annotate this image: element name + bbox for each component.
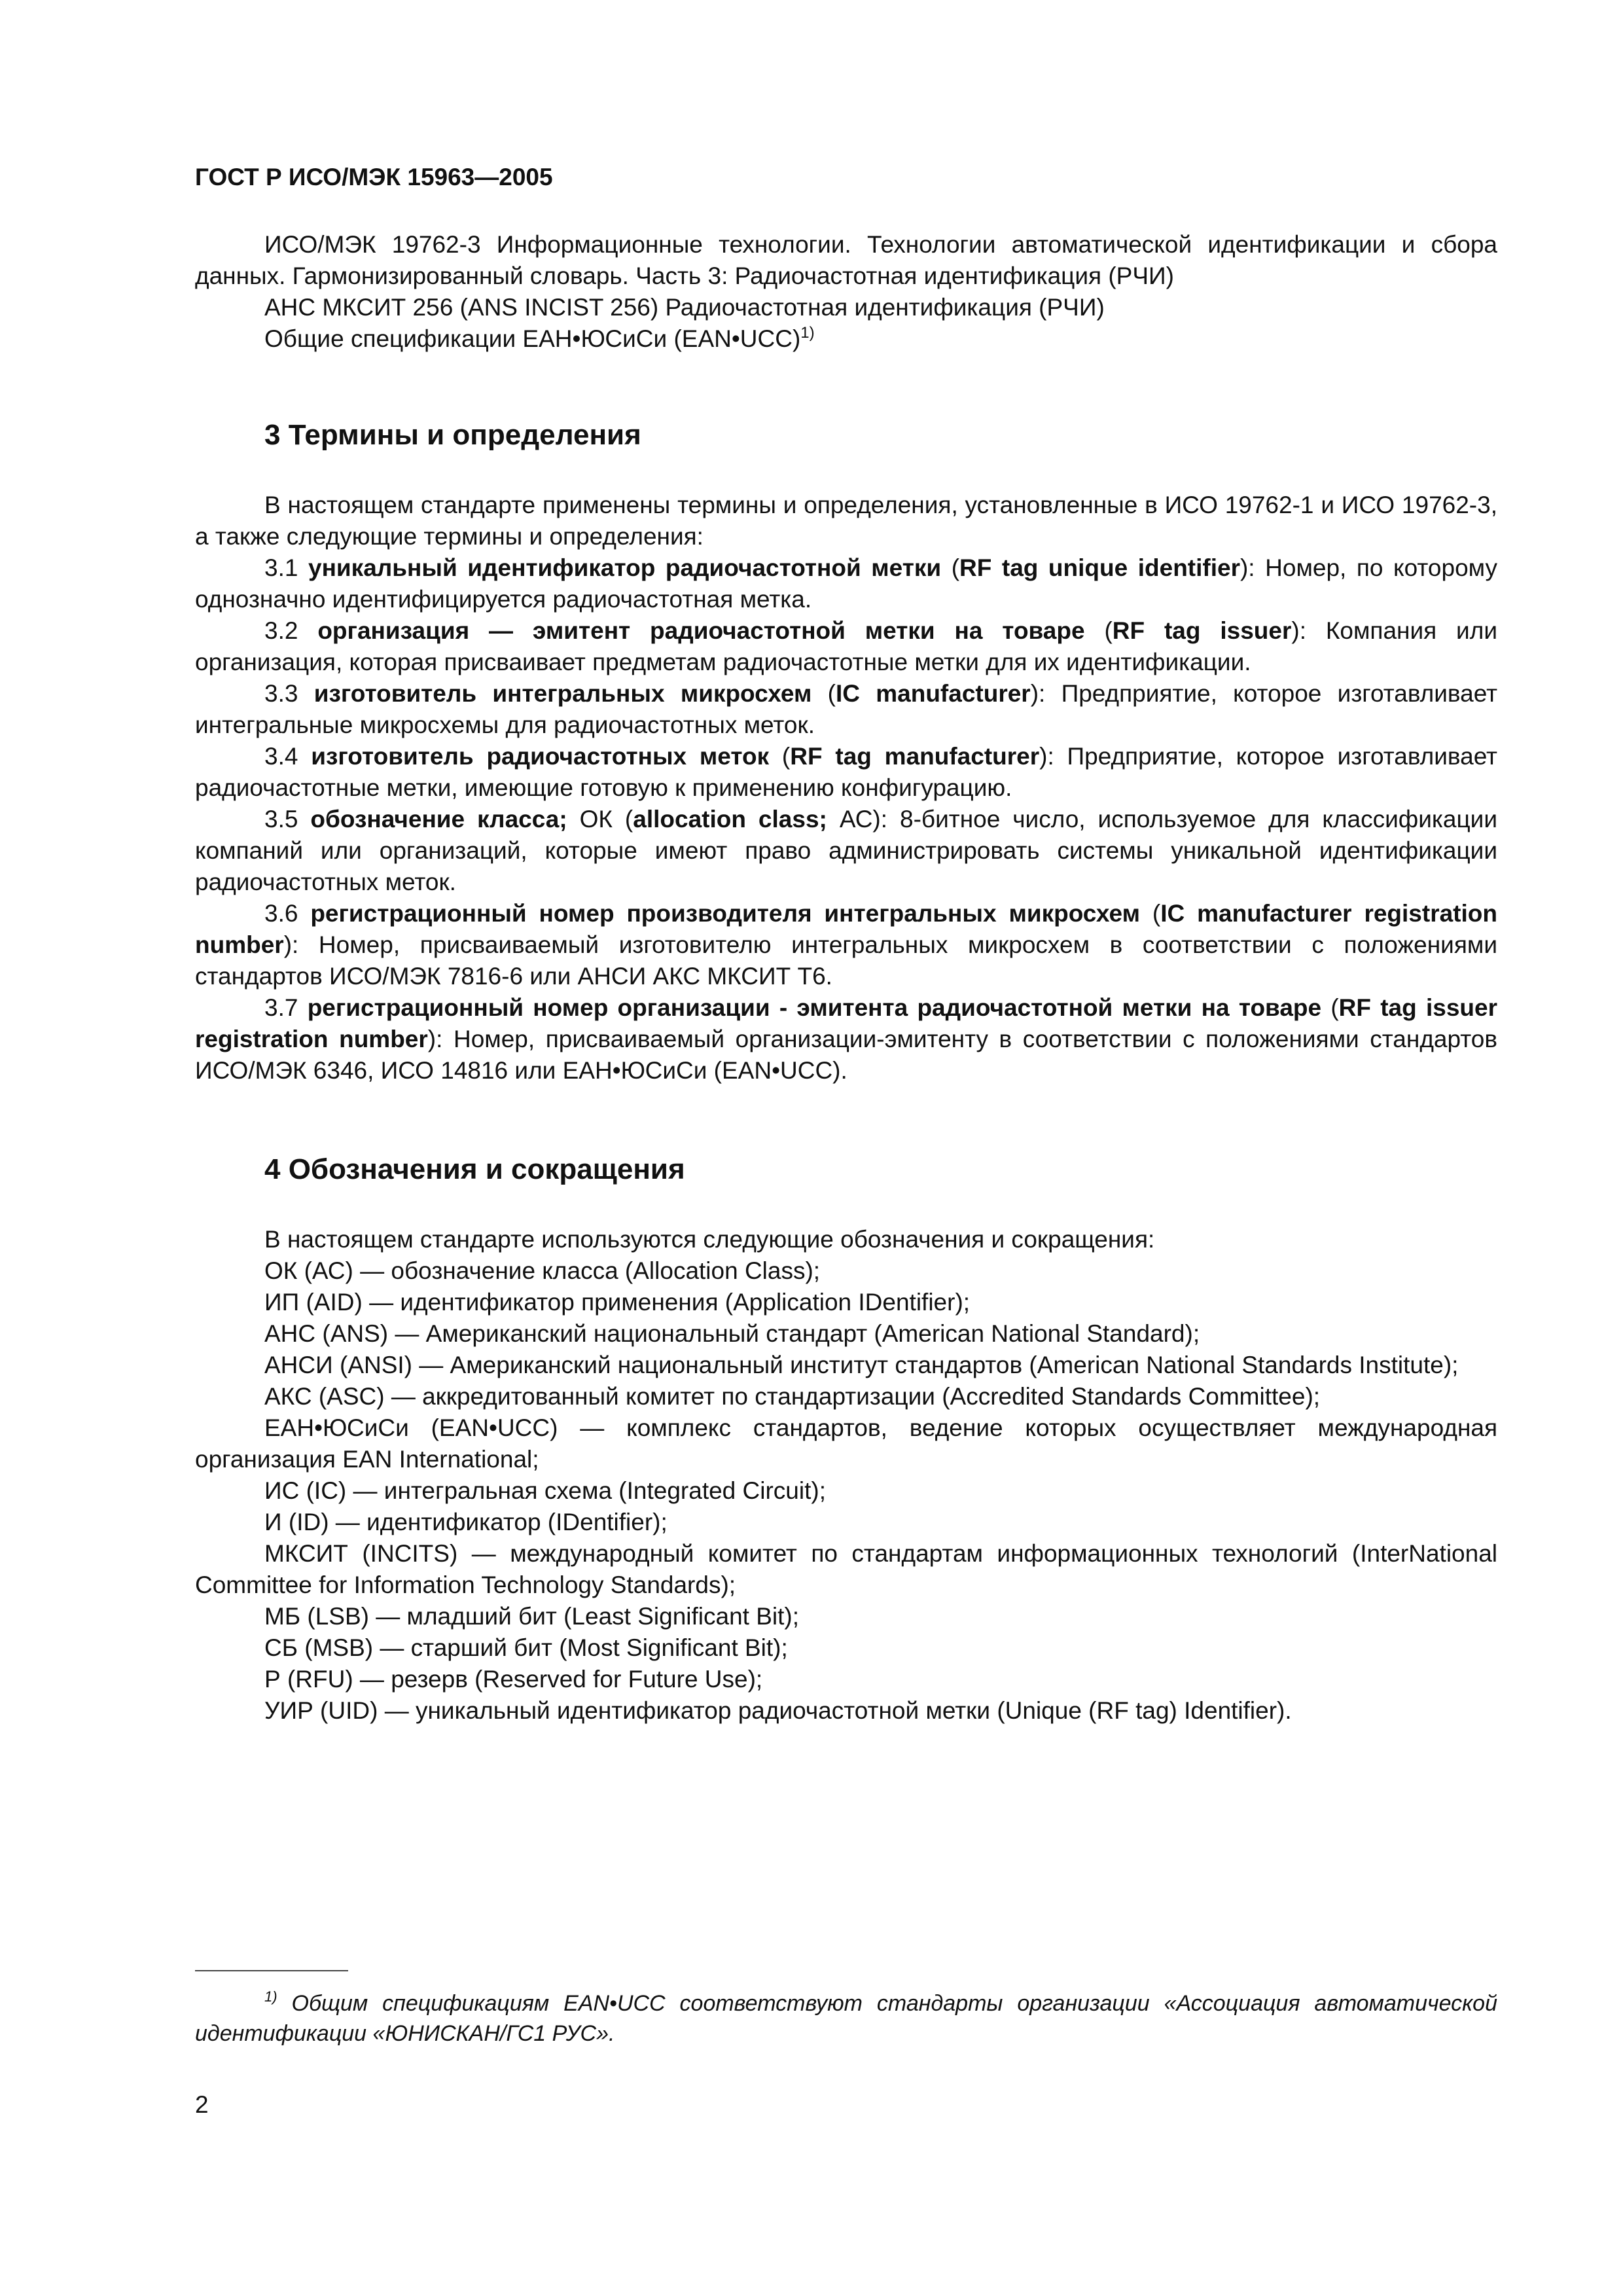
abbreviation-item: СБ (MSB) — старший бит (Most Significant Bit);	[264, 1634, 788, 1661]
term-name: регистрационный номер организации - эмитента радиочастотной метки на товаре	[307, 994, 1322, 1021]
abbreviation-item: ОК (АС) — обозначение класса (Allocation Class);	[264, 1257, 821, 1284]
reference-item: АНС МКСИТ 256 (ANS INCIST 256) Радиочастотная идентификация (РЧИ)	[264, 294, 1105, 321]
term-name: уникальный идентификатор радиочастотной метки	[308, 554, 942, 581]
term-english: IC manufacturer registration number	[195, 900, 1497, 958]
abbreviation-item: АНСИ (ANSI) — Американский национальный институт стандартов (American National Standards Institute);	[264, 1352, 1459, 1378]
footnote-text: Общим спецификациям EAN•UCC соответствуют стандарты организации «Ассоциация автоматической идентификации «ЮНИСКАН/ГС1 РУС».	[195, 1991, 1497, 2046]
term-english: RF tag unique identifier	[959, 554, 1240, 581]
reference-item: Общие спецификации ЕАН•ЮСиСи (EAN•UCC)$^{1)}$	[264, 324, 815, 352]
section-3-heading	[195, 419, 641, 452]
term-definition: 3.2 организация — эмитент радиочастотной метки на товаре (RF tag issuer): Компания или организация, которая присваивает предметам радиочастотные метки для их идентификации.	[195, 617, 1497, 675]
footnote-mark: 1)	[264, 1988, 277, 2005]
reference-item: ИСО/МЭК 19762-3 Информационные технологии. Технологии автоматической идентификации и сбора данных. Гармонизированный словарь. Часть 3: Радиочастотная идентификация (РЧИ)	[195, 231, 1497, 289]
section-title: 3 Термины и определения	[264, 419, 641, 451]
term-name: изготовитель интегральных микросхем	[313, 680, 812, 707]
abbreviation-item: ИС (IC) — интегральная схема (Integrated Circuit);	[264, 1477, 826, 1504]
abbreviation-item: ЕАН•ЮСиСи (EAN•UCC) — комплекс стандартов, ведение которых осуществляет международная организация EAN International;	[195, 1414, 1497, 1473]
term-definition: 3.1 уникальный идентификатор радиочастотной метки (RF tag unique identifier): Номер, по которому однозначно идентифицируется радиочастотная метка.	[195, 554, 1498, 613]
term-name: регистрационный номер производителя интегральных микросхем	[310, 900, 1141, 927]
section-4-body	[195, 1224, 1497, 1727]
abbreviation-item: АКС (ASC) — аккредитованный комитет по стандартизации (Accredited Standards Committee);	[264, 1383, 1321, 1410]
document-header: ГОСТ Р ИСО/МЭК 15963—2005	[195, 164, 553, 190]
section-intro: В настоящем стандарте используются следующие обозначения и сокращения:	[264, 1226, 1155, 1253]
page-number: 2	[195, 2091, 209, 2118]
abbreviation-item: МБ (LSB) — младший бит (Least Significant Bit);	[264, 1603, 799, 1630]
footnote-reference: 1)	[800, 324, 815, 342]
term-definition: 3.4 изготовитель радиочастотных меток (RF tag manufacturer): Предприятие, которое изготавливает радиочастотные метки, имеющие готовую к применению конфигурацию.	[195, 743, 1498, 801]
term-definition: 3.3 изготовитель интегральных микросхем (IC manufacturer): Предприятие, которое изготавливает интегральные микросхемы для радиочастотных меток.	[195, 680, 1498, 738]
term-english: IC manufacturer	[835, 680, 1031, 707]
term-english: RF tag issuer registration number	[195, 994, 1497, 1052]
abbreviation-item: МКСИТ (INCITS) — международный комитет по стандартам информационных технологий (InterNational Committee for Information Technology Standards);	[195, 1540, 1497, 1598]
section-title: 4 Обозначения и сокращения	[264, 1153, 685, 1185]
section-3-body	[195, 490, 1497, 1086]
term-definition: 3.7 регистрационный номер организации - эмитента радиочастотной метки на товаре (RF tag issuer registration number): Номер, присваиваемый организации-эмитенту в соответствии с положениями стандартов ИСО/МЭК 6346, ИСО 14816 или ЕАН•ЮСиСи (EAN•UCC).	[195, 994, 1498, 1084]
abbreviation-item: ИП (AID) — идентификатор применения (Application IDentifier);	[264, 1289, 971, 1316]
normative-references	[195, 229, 1497, 355]
term-definition: 3.5 обозначение класса; ОК (allocation class; АС): 8-битное число, используемое для классификации компаний или организаций, которые имеют право администрировать системы уникальной идентификации радиочастотных меток.	[195, 806, 1497, 895]
section-intro: В настоящем стандарте применены термины и определения, установленные в ИСО 19762-1 и ИСО 19762-3, а также следующие термины и определения:	[195, 492, 1497, 550]
term-name: обозначение класса;	[310, 806, 567, 833]
term-english: RF tag manufacturer	[790, 743, 1040, 770]
abbreviation-item: АНС (ANS) — Американский национальный стандарт (American National Standard);	[264, 1320, 1200, 1347]
term-name: организация — эмитент радиочастотной метки на товаре	[317, 617, 1085, 644]
term-english: RF tag issuer	[1112, 617, 1292, 644]
term-english: allocation class;	[633, 806, 827, 833]
abbreviation-item: И (ID) — идентификатор (IDentifier);	[264, 1509, 668, 1535]
abbreviation-item: УИР (UID) — уникальный идентификатор радиочастотной метки (Unique (RF tag) Identifier).	[264, 1697, 1292, 1724]
section-4-heading	[195, 1153, 685, 1186]
abbreviation-item: Р (RFU) — резерв (Reserved for Future Use);	[264, 1666, 763, 1693]
term-name: изготовитель радиочастотных меток	[311, 743, 770, 770]
term-definition: 3.6 регистрационный номер производителя интегральных микросхем (IC manufacturer registration number): Номер, присваиваемый изготовителю интегральных микросхем в соответствии с положениями стандартов ИСО/МЭК 7816-6 или АНСИ АКС МКСИТ Т6.	[195, 900, 1497, 990]
footnote-divider	[195, 1970, 348, 1971]
footnote	[195, 1988, 1497, 2049]
